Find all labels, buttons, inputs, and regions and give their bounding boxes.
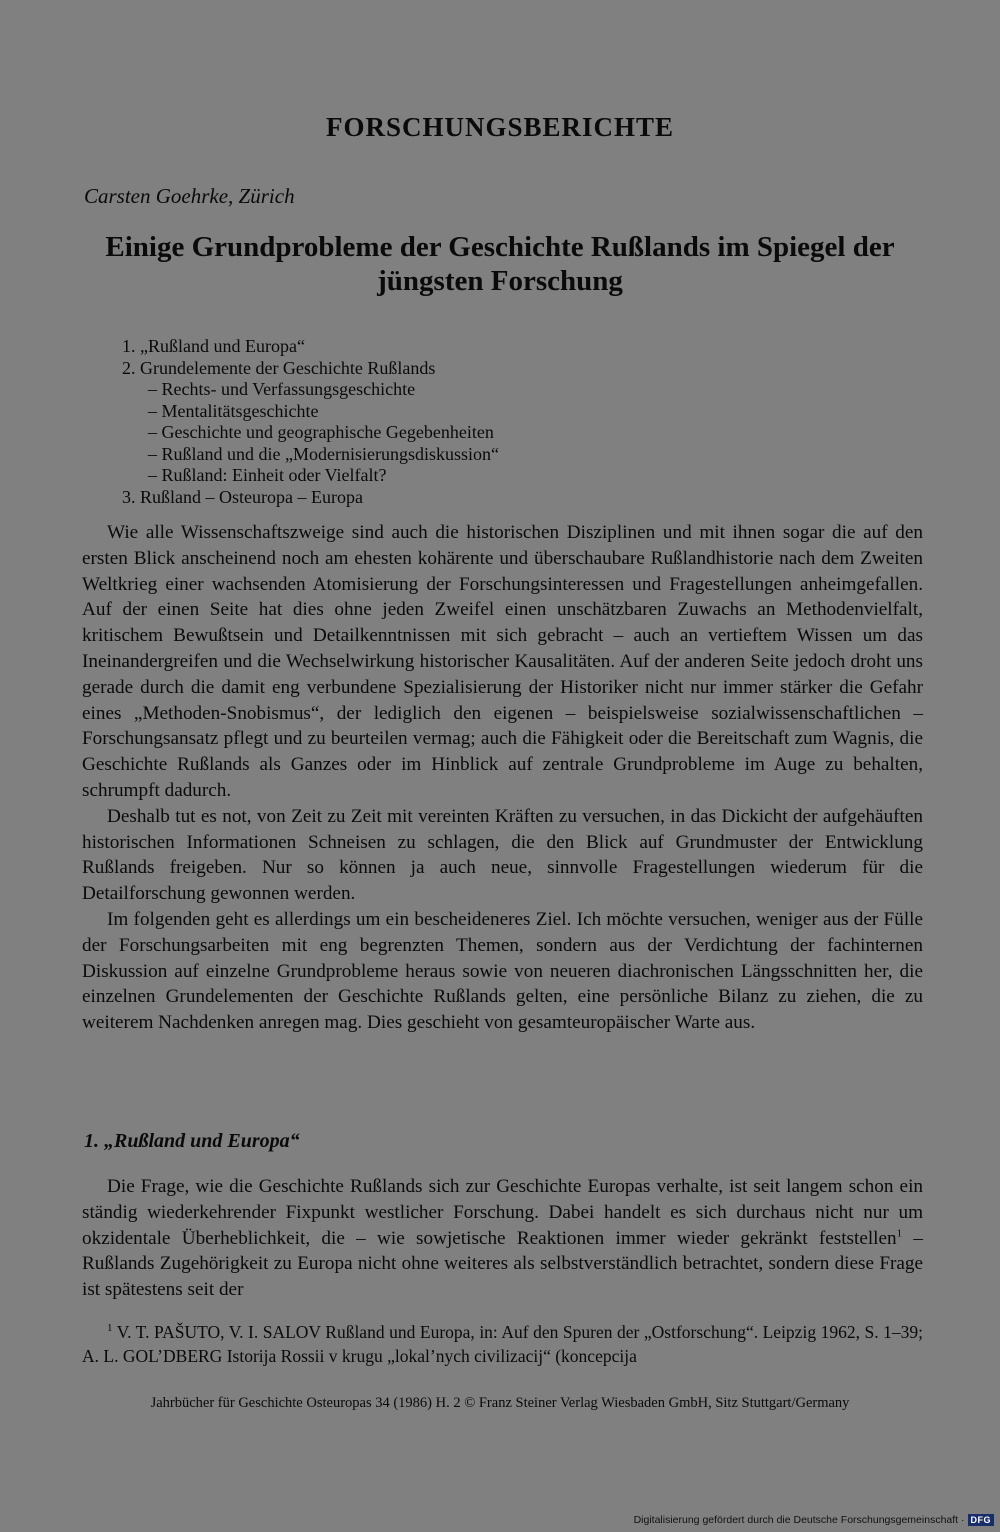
toc-subitem: – Mentalitätsgeschichte xyxy=(148,400,319,421)
section-title: FORSCHUNGSBERICHTE xyxy=(325,112,675,142)
toc-subitem: – Geschichte und geographische Gegebenheiten xyxy=(148,422,494,442)
article-title: Einige Grundprobleme der Geschichte Rußlands im Spiegel der jüngsten Forschung xyxy=(105,231,895,297)
toc-item: 1. „Rußland und Europa“ xyxy=(122,336,305,356)
footnote xyxy=(82,1316,923,1368)
section-heading: 1. „Rußland und Europa“ xyxy=(84,1130,300,1152)
author-line: Carsten Goehrke, Zürich xyxy=(84,184,295,208)
toc-subitem: – Rußland und die „Modernisierungsdiskussion“ xyxy=(148,443,499,464)
body-paragraph: Deshalb tut es not, von Zeit zu Zeit mit vereinten Kräften zu versuchen, in das Dickicht der aufgehäuften historischen Informationen Schneisen zu schlagen, die den Blick auf Grundmuster der Entwicklung Rußlands freigeben. Nur so können ja auch neue, sinnvolle Fragestellungen wiederum für die Detailforschung gewonnen werden. xyxy=(82,805,923,905)
footnote-marker: 1 xyxy=(107,1322,113,1334)
toc-item: 2. Grundelemente der Geschichte Rußlands xyxy=(122,357,436,378)
journal-citation: Jahrbücher für Geschichte Osteuropas 34 (1986) H. 2 © Franz Steiner Verlag Wiesbaden GmbH, Sitz Stuttgart/Germany xyxy=(150,1395,850,1411)
toc-item: 3. Rußland – Osteuropa – Europa xyxy=(122,486,363,507)
body-paragraph: Wie alle Wissenschaftszweige sind auch die historischen Disziplinen und mit ihnen sogar die auf den ersten Blick anscheinend noch am ehesten kohärente und überschaubare Rußlandhistorie nach dem Zweiten Weltkrieg einer wachsenden Atomisierung der Forschungsinteressen und Fragestellungen anheimgefallen. Auf der einen Seite hat dies ohne jeden Zweifel einen unschätzbaren Zuwachs an Methodenvielfalt, kritischem Bewußtsein und Detailkenntnissen mit sich gebracht – auch an vertieftem Wissen um das Ineinandergreifen und die Wechselwirkung historischer Kausalitäten. Auf der anderen Seite jedoch droht uns gerade durch die damit eng verbundene Spezialisierung der Historiker nicht nur immer stärker die Gefahr eines „Methoden-Snobismus“, der lediglich den eigenen – beispielsweise sozialwissenschaftlichen – Forschungsansatz pflegt und zu beurteilen vermag; auch die Fähigkeit oder die Bereitschaft zum Wagnis, die Geschichte Rußlands als Ganzes oder im Hinblick auf zentrale Grundprobleme im Auge zu behalten, schrumpft dadurch. xyxy=(82,522,923,801)
table-of-contents xyxy=(122,336,722,508)
digitization-credit xyxy=(634,1514,994,1526)
intro-text xyxy=(82,520,923,1036)
dfg-logo: DFG xyxy=(968,1514,995,1526)
toc-subitem: – Rechts- und Verfassungsgeschichte xyxy=(148,379,416,399)
digitization-note: Digitalisierung gefördert durch die Deutsche Forschungsgemeinschaft · xyxy=(633,1514,965,1526)
paragraph-text: – Rußlands Zugehörigkeit zu Europa nicht ohne weiteres als selbstverständlich betrachtet, sondern diese Frage ist spätestens seit der xyxy=(82,1227,924,1301)
footnote-text: V. T. PAŠUTO, V. I. SALOV Rußland und Europa, in: Auf den Spuren der „Ostforschung“. Leipzig 1962, S. 1–39; A. L. GOL’DBERG Istorija Rossii v krugu „lokal’nych civilizacij“ (koncepcija xyxy=(82,1321,923,1366)
section-1-text xyxy=(82,1174,923,1303)
body-paragraph: Im folgenden geht es allerdings um ein bescheideneres Ziel. Ich möchte versuchen, weniger aus der Fülle der Forschungsarbeiten mit eng begrenzten Themen, sondern aus der Verdichtung der fachinternen Diskussion auf einzelne Grundprobleme heraus sowie von neueren diachronischen Längsschnitten her, die einzelnen Grundelementen der Geschichte Rußlands gelten, eine persönliche Bilanz zu ziehen, die zu weiterem Nachdenken anregen mag. Dies geschieht von gesamteuropäischer Warte aus. xyxy=(82,908,923,1034)
body-paragraph xyxy=(82,1174,923,1303)
footnote-reference[interactable]: 1 xyxy=(896,1227,903,1240)
toc-subitem: – Rußland: Einheit oder Vielfalt? xyxy=(148,465,387,485)
paragraph-text: Die Frage, wie die Geschichte Rußlands sich zur Geschichte Europas verhalte, ist seit langem schon ein ständig wiederkehrender Fixpunkt westlicher Forschung. Dabei handelt es sich durchaus nicht nur um okzidentale Überheblichkeit, die – wie sowjetische Reaktionen immer wieder gekränkt feststellen xyxy=(82,1176,923,1249)
